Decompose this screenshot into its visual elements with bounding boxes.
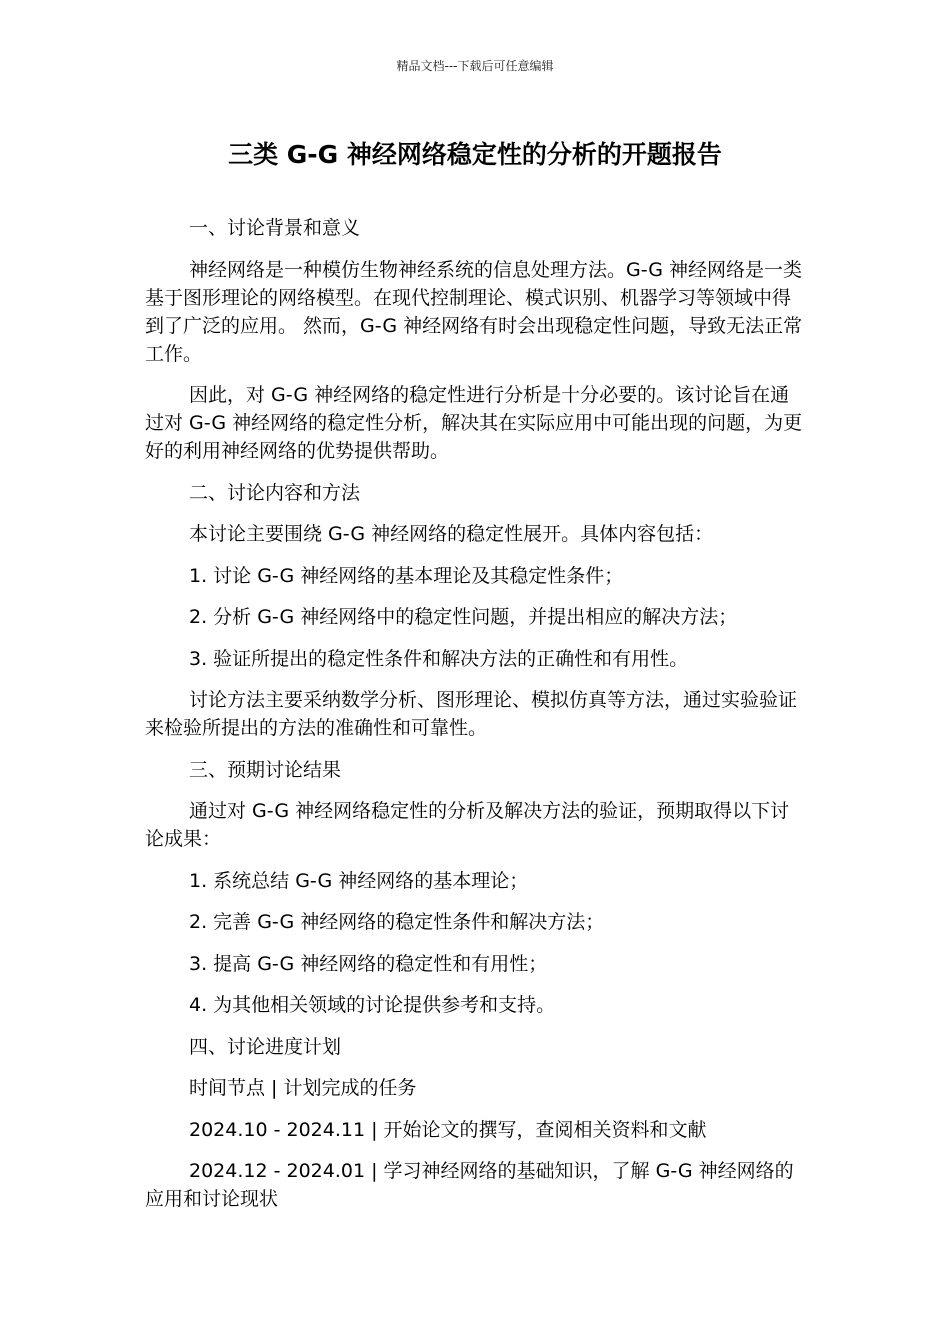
list-item-content-2: 2. 分析 G-G 神经网络中的稳定性问题，并提出相应的解决方法； (189, 606, 738, 628)
list-item-result-2: 2. 完善 G-G 神经网络的稳定性条件和解决方法； (189, 911, 605, 933)
schedule-header-row: 时间节点 | 计划完成的任务 (189, 1077, 417, 1099)
document-body (145, 214, 805, 1227)
schedule-row: 2024.12 - 2024.01 | 学习神经网络的基础知识，了解 G-G 神经网络的应用和讨论现状 (145, 1160, 794, 1210)
header-note: 精品文档---下载后可任意编辑 (396, 59, 554, 73)
paragraph-results-intro: 通过对 G-G 神经网络稳定性的分析及解决方法的验证，预期取得以下讨论成果： (145, 800, 790, 850)
document-title: 三类 G-G 神经网络稳定性的分析的开题报告 (228, 140, 722, 169)
list-item-content-1: 1. 讨论 G-G 神经网络的基本理论及其稳定性条件； (189, 564, 624, 587)
schedule-row: 2024.10 - 2024.11 | 开始论文的撰写，查阅相关资料和文献 (189, 1118, 707, 1141)
section-heading-expected-results: 三、预期讨论结果 (189, 758, 342, 781)
section-heading-background: 一、讨论背景和意义 (189, 217, 361, 239)
paragraph-background: 神经网络是一种模仿生物神经系统的信息处理方法。G-G 神经网络是一类基于图形理论的网络模型。在现代控制理论、模式识别、机器学习等领域中得到了广泛的应用。 然而，G-G 神经网络有时会出现稳定性问题，导致无法正常工作。 (145, 258, 803, 365)
list-item-content-3: 3. 验证所提出的稳定性条件和解决方法的正确性和有用性。 (189, 647, 689, 670)
list-item-result-3: 3. 提高 G-G 神经网络的稳定性和有用性； (189, 952, 548, 975)
paragraph-content-intro: 本讨论主要围绕 G-G 神经网络的稳定性展开。具体内容包括： (189, 523, 714, 545)
paragraph-significance: 因此，对 G-G 神经网络的稳定性进行分析是十分必要的。该讨论旨在通过对 G-G 神经网络的稳定性分析，解决其在实际应用中可能出现的问题，为更好的利用神经网络的优势提供帮助。 (145, 384, 803, 462)
paragraph-methods: 讨论方法主要采纳数学分析、图形理论、模拟仿真等方法，通过实验验证来检验所提出的方法的准确性和可靠性。 (145, 689, 798, 739)
section-heading-content-methods: 二、讨论内容和方法 (189, 481, 361, 504)
list-item-result-4: 4. 为其他相关领域的讨论提供参考和支持。 (189, 994, 556, 1016)
list-item-result-1: 1. 系统总结 G-G 神经网络的基本理论； (189, 869, 529, 892)
section-heading-schedule: 四、讨论进度计划 (189, 1035, 342, 1058)
